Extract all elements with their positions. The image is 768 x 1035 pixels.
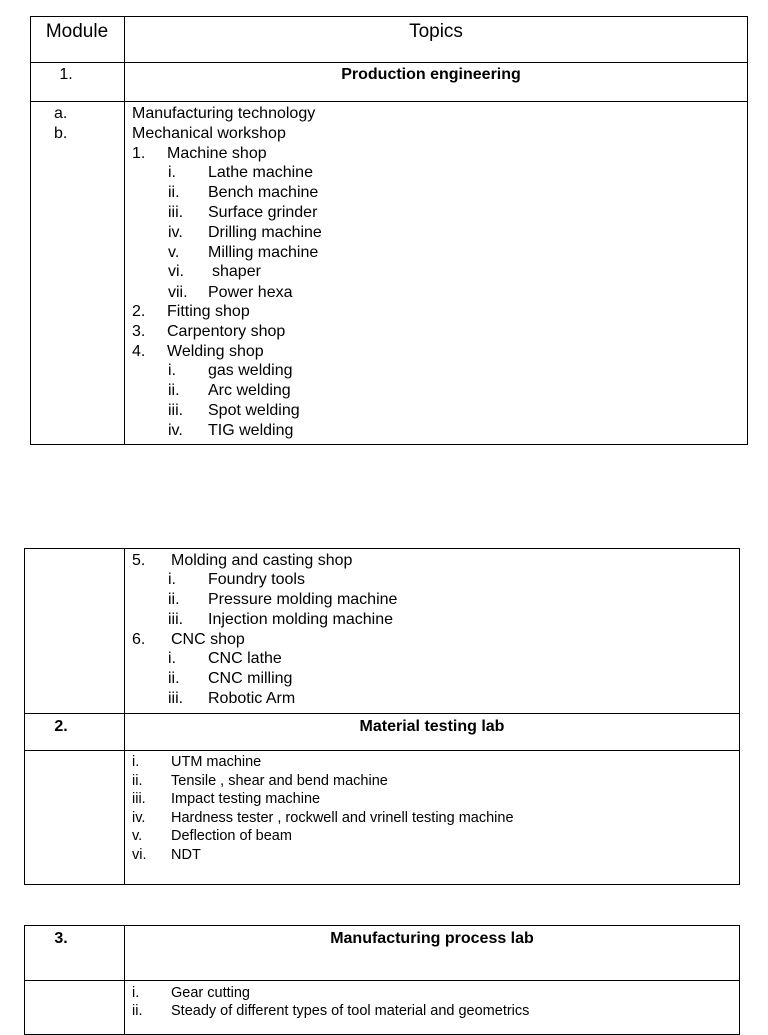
item-number: i. (168, 571, 176, 588)
item-number: i. (132, 985, 140, 1001)
item-number: v. (132, 828, 143, 844)
item-label: shaper (212, 263, 261, 280)
item-label: TIG welding (208, 422, 294, 439)
item-number: v. (168, 244, 180, 261)
item-label: NDT (171, 847, 201, 863)
item-number: iii. (168, 611, 184, 628)
item-label: Drilling machine (208, 224, 322, 241)
item-number: i. (168, 164, 176, 181)
item-number: ii. (168, 382, 180, 399)
item-number: 4. (132, 343, 146, 360)
module-title: Manufacturing process lab (330, 930, 534, 947)
item-label: CNC shop (171, 631, 245, 648)
item-label: Deflection of beam (171, 828, 292, 844)
item-number: i. (168, 650, 176, 667)
item-number: iii. (168, 204, 184, 221)
item-label: UTM machine (171, 754, 262, 770)
item-number: iii. (168, 402, 184, 419)
list-marker: b. (54, 125, 68, 142)
row-divider (24, 980, 740, 981)
item-label: Manufacturing technology (132, 105, 316, 122)
row-divider (30, 62, 748, 63)
item-number: iii. (168, 690, 184, 707)
item-number: ii. (132, 773, 143, 789)
module-column-header: Module (45, 21, 109, 42)
item-number: 2. (132, 303, 146, 320)
item-number: vii. (168, 284, 188, 301)
item-label: Impact testing machine (171, 791, 321, 807)
item-label: Milling machine (208, 244, 319, 261)
item-label: Tensile , shear and bend machine (171, 773, 388, 789)
item-label: Steady of different types of tool material and geometrics (171, 1003, 530, 1019)
item-number: iii. (132, 791, 146, 807)
row-divider (24, 750, 740, 751)
item-number: 1. (132, 145, 146, 162)
item-number: 3. (132, 323, 146, 340)
item-number: ii. (132, 1003, 143, 1019)
column-divider (124, 548, 125, 885)
item-label: Power hexa (208, 284, 293, 301)
item-label: Surface grinder (208, 204, 318, 221)
row-divider (24, 713, 740, 714)
item-label: Injection molding machine (208, 611, 393, 628)
item-number: ii. (168, 670, 180, 687)
item-label: CNC lathe (208, 650, 282, 667)
item-label: Molding and casting shop (171, 552, 353, 569)
item-number: 6. (132, 631, 146, 648)
module-title: Material testing lab (359, 718, 505, 735)
item-number: iv. (132, 810, 146, 826)
list-marker: a. (54, 105, 68, 122)
row-divider (30, 101, 748, 102)
item-number: vi. (168, 263, 184, 280)
item-label: Bench machine (208, 184, 319, 201)
item-number: ii. (168, 184, 180, 201)
module-title: Production engineering (341, 66, 521, 83)
item-label: Spot welding (208, 402, 300, 419)
item-label: Robotic Arm (208, 690, 296, 707)
item-label: Gear cutting (171, 985, 250, 1001)
item-number: i. (132, 754, 140, 770)
item-label: gas welding (208, 362, 293, 379)
item-label: Carpentory shop (167, 323, 286, 340)
item-number: vi. (132, 847, 147, 863)
item-number: iv. (168, 224, 183, 241)
item-label: Hardness tester , rockwell and vrinell testing machine (171, 810, 514, 826)
item-label: Machine shop (167, 145, 267, 162)
item-number: 5. (132, 552, 146, 569)
item-label: Foundry tools (208, 571, 305, 588)
module-number: 1. (59, 66, 73, 83)
module-number: 3. (54, 930, 68, 947)
item-number: ii. (168, 591, 180, 608)
item-label: Fitting shop (167, 303, 250, 320)
item-label: CNC milling (208, 670, 293, 687)
item-label: Arc welding (208, 382, 291, 399)
module-number: 2. (54, 718, 68, 735)
topics-column-header: Topics (409, 21, 463, 42)
item-label: Lathe machine (208, 164, 313, 181)
item-number: iv. (168, 422, 183, 439)
item-label: Mechanical workshop (132, 125, 286, 142)
item-label: Pressure molding machine (208, 591, 398, 608)
item-label: Welding shop (167, 343, 264, 360)
item-number: i. (168, 362, 176, 379)
